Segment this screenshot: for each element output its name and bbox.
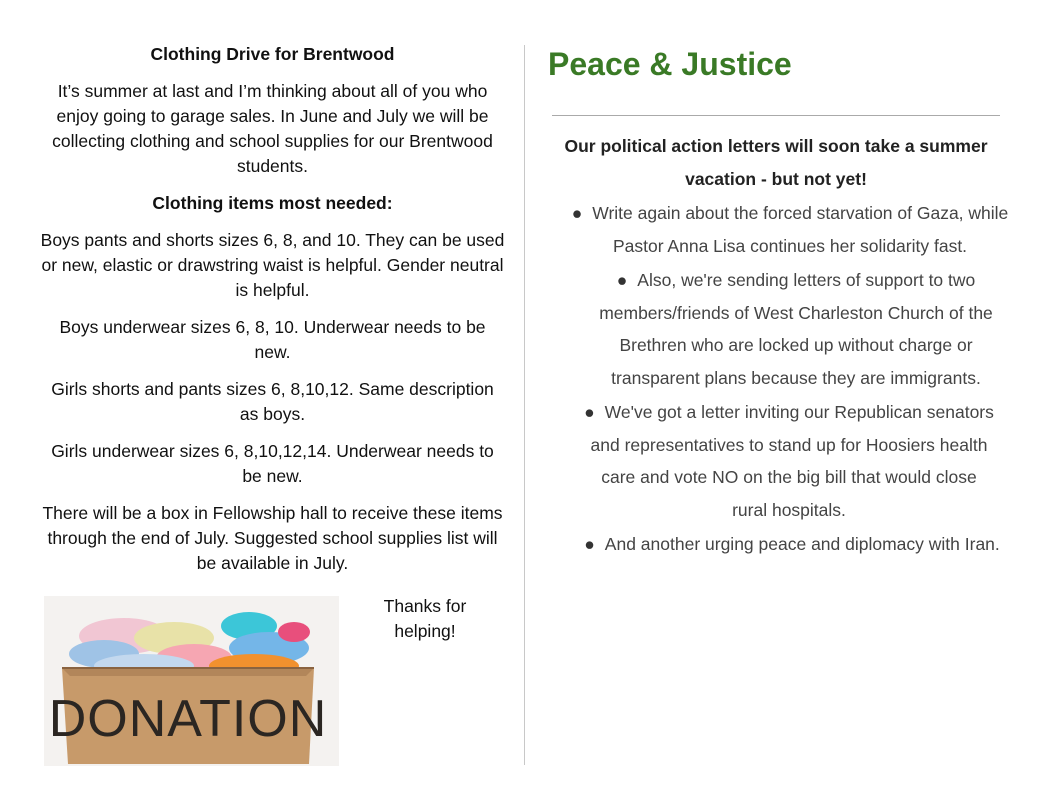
clothing-drive-title: Clothing Drive for Brentwood (150, 44, 395, 64)
bullet-icon: ● (571, 203, 583, 223)
list-item-text: Write again about the forced starvation of Gaza, while Pastor Anna Lisa continues her solidarity fast. (592, 203, 1009, 256)
action-letters-list (560, 197, 1020, 563)
bullet-icon: ● (616, 270, 628, 290)
donation-box-photo (44, 596, 339, 766)
list-item-text: Also, we're sending letters of support to two members/friends of West Charleston Church of the Brethren who are locked up without charge or transparent plans because they are immigrants. (599, 270, 993, 388)
items-needed-heading: Clothing items most needed: (152, 193, 393, 213)
peace-justice-column (548, 44, 1008, 84)
list-item-text: And another urging peace and diplomacy with Iran. (604, 534, 1000, 554)
list-item (582, 528, 1002, 561)
list-item (570, 197, 1010, 262)
column-divider (524, 45, 525, 765)
list-item-text: We've got a letter inviting our Republican senators and representatives to stand up for Hoosiers health care and vote NO on the big bill that would close rural hospitals. (590, 402, 994, 520)
boys-pants-item: Boys pants and shorts sizes 6, 8, and 10. They can be used or new, elastic or drawstring waist is helpful. Gender neutral is helpful. (40, 230, 505, 300)
clothing-drive-column (40, 42, 505, 588)
thanks-note: Thanks for helping! (383, 596, 467, 641)
list-item (584, 396, 994, 526)
girls-underwear-item: Girls underwear sizes 6, 8,10,12,14. Underwear needs to be new. (51, 441, 494, 486)
bullet-icon: ● (584, 402, 595, 422)
boys-underwear-item: Boys underwear sizes 6, 8, 10. Underwear needs to be new. (59, 317, 486, 362)
list-item (586, 264, 1006, 394)
donation-box-note: There will be a box in Fellowship hall to receive these items through the end of July. Suggested school supplies list will be available in July. (42, 503, 503, 573)
peace-justice-title: Peace & Justice (548, 46, 792, 82)
peace-justice-intro: Our political action letters will soon take a summer vacation - but not yet! (564, 136, 988, 189)
girls-shorts-item: Girls shorts and pants sizes 6, 8,10,12. Same description as boys. (51, 379, 494, 424)
donation-box-label: DONATION (48, 690, 328, 748)
bullet-icon: ● (584, 534, 595, 554)
title-divider (552, 115, 1000, 116)
clothing-drive-intro: It’s summer at last and I’m thinking about all of you who enjoy going to garage sales. In June and July we will be collecting clothing and school supplies for our Brentwood students. (52, 81, 493, 176)
